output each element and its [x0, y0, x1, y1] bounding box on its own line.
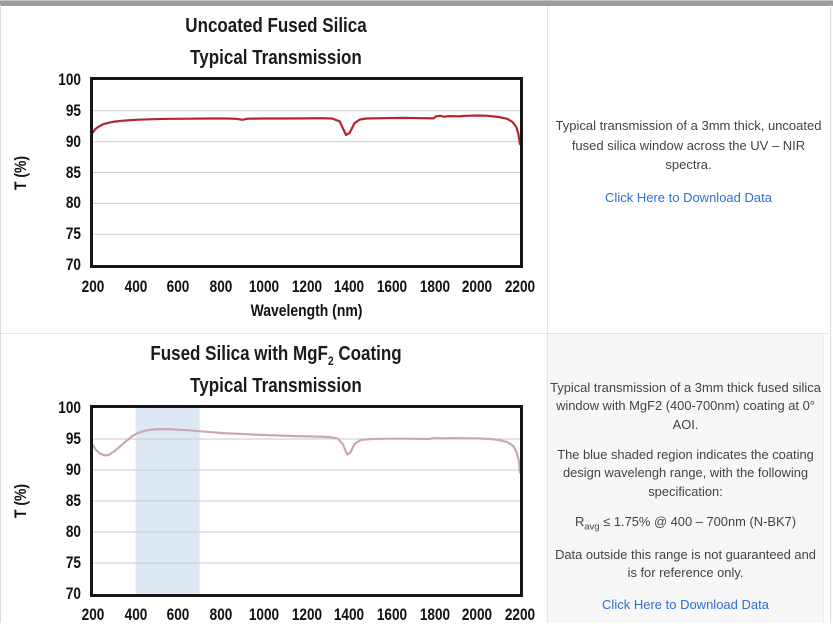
description-text: Typical transmission of a 3mm thick, uncoated fused silica window across the UV – NIR spectra.	[555, 118, 822, 172]
description-text: The blue shaded region indicates the coating design wavelengh range, with the following specification:	[557, 446, 814, 499]
y-axis-ticks	[1, 70, 85, 274]
x-tick-label: 2000	[462, 277, 493, 296]
x-tick-label: 2000	[462, 605, 493, 624]
x-tick-label: 1400	[334, 605, 365, 624]
coating-spec-text	[550, 513, 822, 534]
y-axis-ticks	[1, 398, 85, 603]
title-text: Fused Silica with MgF	[150, 343, 328, 365]
x-tick-label: 1800	[419, 277, 450, 296]
horizontal-divider	[1, 333, 829, 334]
uncoated-silica-chart-section	[1, 6, 547, 333]
y-tick-label: 100	[58, 398, 81, 417]
uncoated-description-panel	[548, 6, 829, 333]
x-axis-label: Wavelength (nm)	[250, 301, 363, 320]
spec-symbol: R	[574, 513, 585, 529]
x-tick-label: 1400	[334, 277, 365, 296]
chart-title-line1	[92, 14, 461, 46]
title-text: Uncoated Fused Silica	[185, 15, 367, 37]
x-tick-label: 800	[209, 277, 233, 296]
chart-title-line1	[92, 342, 461, 374]
y-tick-label: 90	[65, 131, 81, 151]
x-tick-label: 200	[81, 605, 105, 624]
y-tick-label: 95	[65, 100, 81, 120]
y-tick-label: 90	[65, 460, 81, 479]
download-data-link[interactable]: Click Here to Download Data	[605, 189, 772, 205]
y-axis-label: T (%)	[11, 483, 31, 519]
x-tick-label: 1200	[291, 605, 322, 624]
description-text: Typical transmission of a 3mm thick fused silica window with MgF2 (400-700nm) coating at 0° AOI.	[550, 379, 821, 432]
x-tick-label: 600	[167, 605, 190, 624]
download-data-link[interactable]: Click Here to Download Data	[602, 596, 769, 612]
x-tick-label: 1600	[376, 605, 408, 624]
x-tick-label: 2200	[504, 605, 536, 624]
y-tick-label: 80	[65, 522, 81, 541]
transmission-curve	[93, 116, 520, 145]
plot-area	[90, 405, 523, 597]
vertical-divider	[547, 6, 548, 623]
x-tick-label: 2200	[504, 277, 536, 296]
spec-subscript: avg	[584, 521, 600, 533]
x-axis-ticks	[81, 277, 536, 298]
chart-title	[59, 14, 493, 71]
title-text: Coating	[333, 343, 402, 365]
x-tick-label: 200	[81, 277, 105, 296]
y-axis-label: T (%)	[11, 155, 31, 191]
title-subscript: 2	[327, 354, 334, 368]
x-tick-label: 1600	[376, 277, 408, 296]
y-tick-label: 70	[65, 584, 81, 603]
disclaimer-text: Data outside this range is not guaranteed and is for reference only.	[555, 546, 816, 581]
y-tick-label: 85	[65, 491, 81, 510]
x-tick-label: 400	[124, 605, 148, 624]
x-tick-label: 600	[167, 277, 190, 296]
x-tick-label: 800	[209, 605, 233, 624]
x-tick-label: 1200	[291, 277, 322, 296]
mgf2-coated-chart-section	[1, 334, 547, 623]
chart-title	[59, 342, 493, 399]
chart-title-line2: Typical Transmission	[190, 375, 362, 397]
mgf2-description-panel	[548, 334, 824, 623]
plot-area	[90, 77, 523, 268]
chart-title-line2: Typical Transmission	[190, 47, 362, 69]
y-tick-label: 95	[65, 429, 81, 448]
y-tick-label: 80	[65, 193, 81, 213]
y-tick-label: 100	[58, 70, 81, 89]
x-tick-label: 1000	[248, 605, 279, 624]
x-tick-label: 1000	[248, 277, 279, 296]
y-tick-label: 75	[65, 224, 81, 244]
y-tick-label: 70	[65, 255, 81, 274]
spec-value: ≤ 1.75% @ 400 – 700nm (N-BK7)	[599, 513, 797, 529]
y-tick-label: 85	[65, 162, 81, 182]
x-tick-label: 400	[124, 277, 148, 296]
x-axis-ticks	[81, 605, 536, 626]
x-tick-label: 1800	[419, 605, 450, 624]
y-tick-label: 75	[65, 553, 81, 572]
